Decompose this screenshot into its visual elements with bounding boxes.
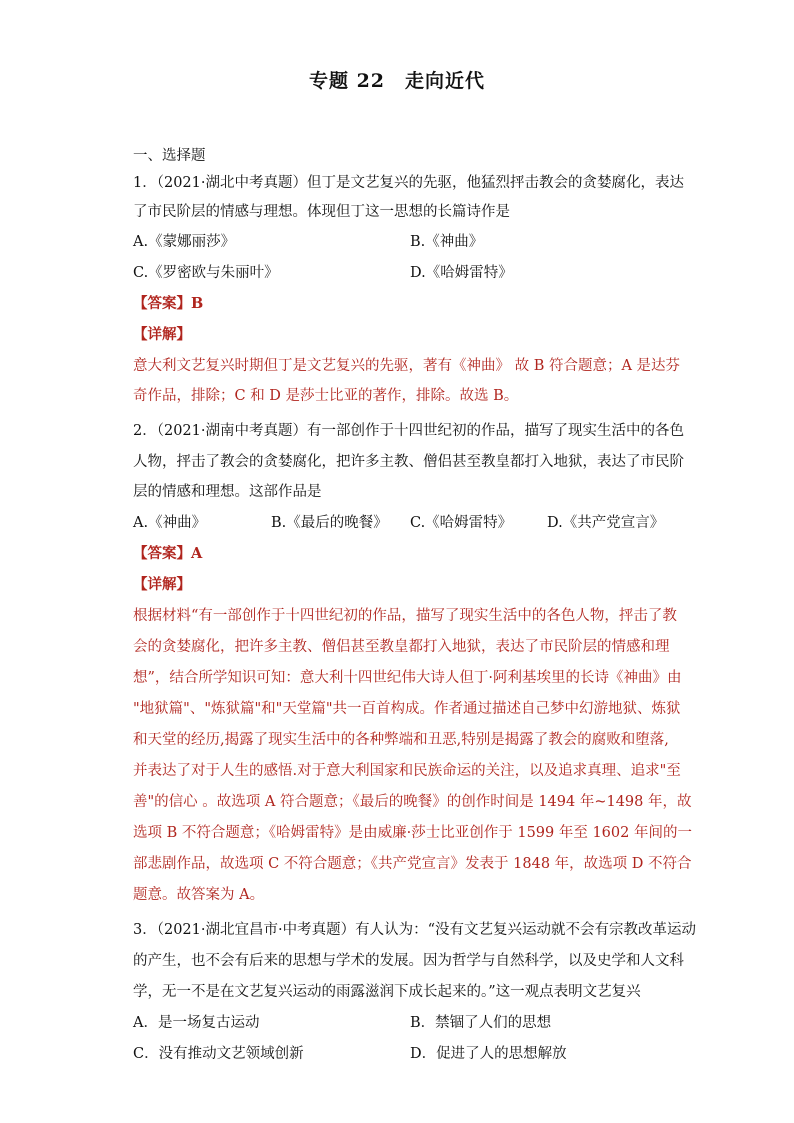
- q2-option-a: A.《神曲》: [133, 515, 207, 531]
- q2-stem-line: 2．（2021·湖南中考真题）有一部创作于十四世纪初的作品，描写了现实生活中的各色: [133, 423, 684, 439]
- q3-option-c: C．没有推动文艺领域创新: [133, 1046, 304, 1062]
- section-heading: 一、选择题: [133, 148, 206, 164]
- q3-stem-line: 的产生，也不会有后来的思想与学术的发展。因为哲学与自然科学，以及史学和人文科: [133, 953, 684, 969]
- q3-stem-line: 学，无一不是在文艺复兴运动的雨露滋润下成长起来的。”这一观点表明文艺复兴: [133, 984, 641, 1000]
- q1-answer: 【答案】B: [133, 295, 204, 312]
- q3-option-b: B．禁锢了人们的思想: [410, 1015, 552, 1031]
- q1-detail-line: 意大利文艺复兴时期但丁是文艺复兴的先驱，著有《神曲》 故 B 符合题意；A 是达芬: [133, 358, 681, 374]
- q2-option-c: C.《哈姆雷特》: [410, 515, 513, 531]
- q2-detail-line: "地狱篇"、"炼狱篇"和"天堂篇"共一百首构成。作者通过描述自己梦中幻游地狱、炼狱: [133, 701, 681, 717]
- q2-stem-line: 层的情感和理想。这部作品是: [133, 484, 322, 500]
- q1-detail-label: 【详解】: [133, 326, 191, 343]
- q2-detail-line: 和天堂的经历,揭露了现实生活中的各种弊端和丑恶,特别是揭露了教会的腐败和堕落,: [133, 732, 669, 748]
- q1-detail-line: 奇作品，排除；C 和 D 是莎士比亚的著作，排除。故选 B。: [133, 388, 519, 404]
- q2-option-d: D.《共产党宣言》: [547, 515, 665, 531]
- q3-option-d: D．促进了人的思想解放: [410, 1046, 567, 1062]
- q2-option-b: B.《最后的晚餐》: [271, 515, 388, 531]
- page-title: 专题 22 走向近代: [308, 70, 486, 92]
- q2-detail-line: 部悲剧作品，故选项 C 不符合题意；《共产党宣言》发表于 1848 年，故选项 D 不符合: [133, 856, 692, 872]
- q2-detail-line: 题意。故答案为 A。: [133, 887, 265, 903]
- q3-option-a: A．是一场复古运动: [133, 1015, 260, 1031]
- q2-answer: 【答案】A: [133, 545, 203, 562]
- q2-detail-line: 想”，结合所学知识可知：意大利十四世纪伟大诗人但丁·阿利基埃里的长诗《神曲》由: [133, 670, 682, 686]
- q2-detail-line: 并表达了对于人生的感悟.对于意大利国家和民族命运的关注，以及追求真理、追求"至: [133, 763, 681, 779]
- q2-stem-line: 人物，抨击了教会的贪婪腐化，把许多主教、僧侣甚至教皇都打入地狱，表达了市民阶: [133, 454, 684, 470]
- q2-detail-line: 选项 B 不符合题意；《哈姆雷特》是由威廉·莎士比亚创作于 1599 年至 1602 年间的一: [133, 825, 692, 841]
- q2-detail-line: 善"的信心 。故选项 A 符合题意；《最后的晚餐》的创作时间是 1494 年~1498 年，故: [133, 794, 692, 810]
- q3-stem-line: 3．（2021·湖北宜昌市·中考真题）有人认为：“没有文艺复兴运动就不会有宗教改革运动: [133, 922, 697, 938]
- q2-detail-line: 会的贪婪腐化，把许多主教、僧侣甚至教皇都打入地狱，表达了市民阶层的情感和理: [133, 639, 670, 655]
- q2-detail-line: 根据材料“有一部创作于十四世纪初的作品，描写了现实生活中的各色人物，抨击了教: [133, 608, 677, 624]
- q1-option-d: D.《哈姆雷特》: [410, 265, 513, 281]
- q2-detail-label: 【详解】: [133, 576, 191, 593]
- q1-option-a: A.《蒙娜丽莎》: [133, 234, 236, 250]
- q1-stem-line: 了市民阶层的情感与理想。体现但丁这一思想的长篇诗作是: [133, 204, 510, 220]
- q1-option-b: B.《神曲》: [410, 234, 484, 250]
- q1-option-c: C.《罗密欧与朱丽叶》: [133, 265, 279, 281]
- q1-stem-line: 1．（2021·湖北中考真题）但丁是文艺复兴的先驱，他猛烈抨击教会的贪婪腐化，表达: [133, 175, 684, 191]
